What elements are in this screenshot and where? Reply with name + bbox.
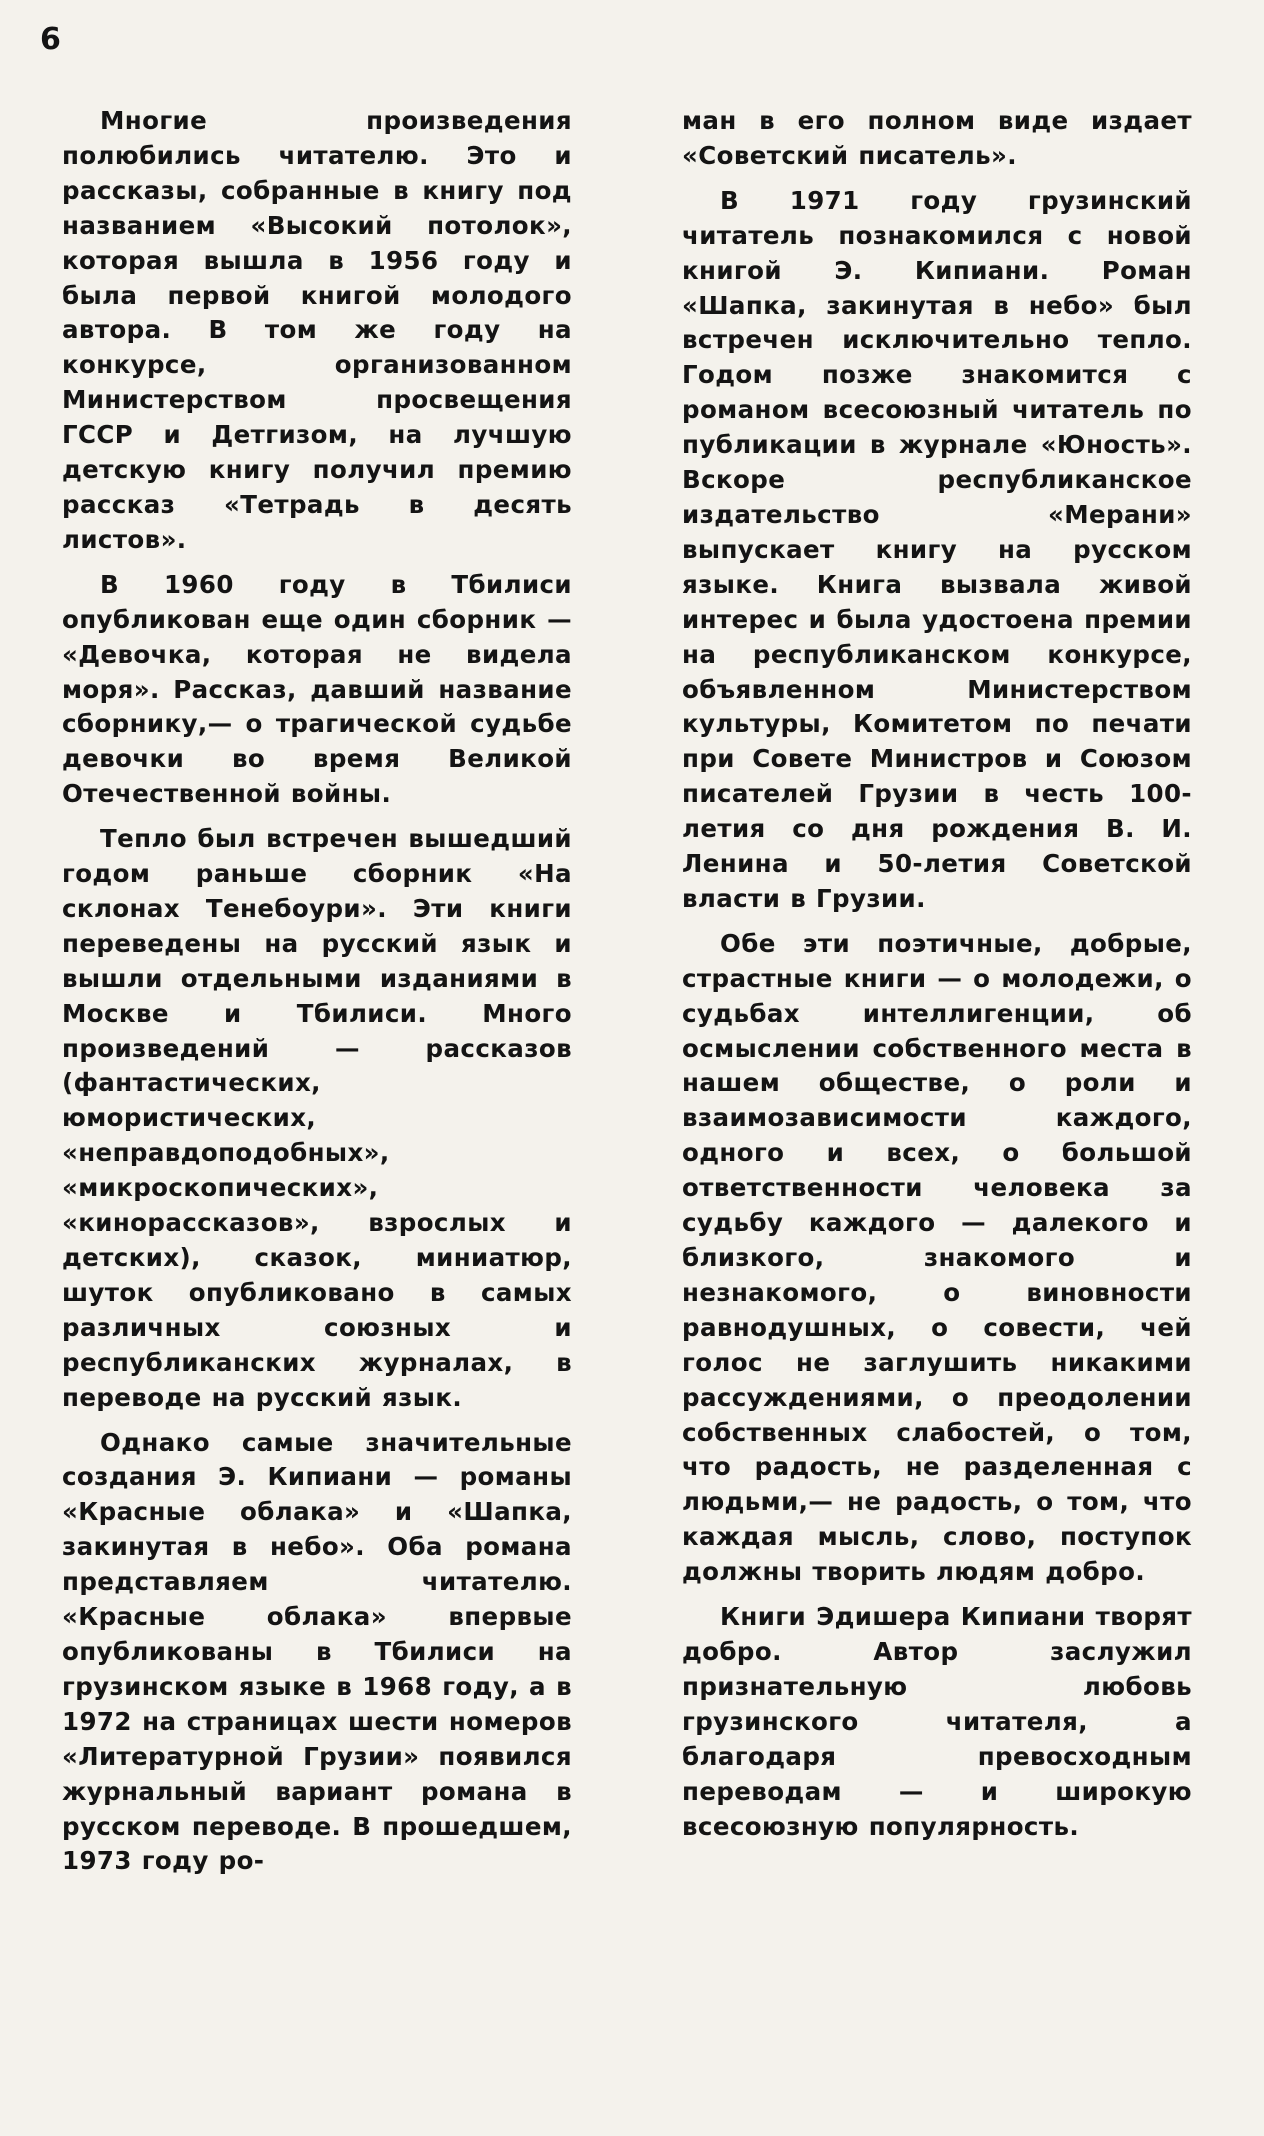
paragraph: Многие произведения полюбились читателю. Это и рассказы, собранные в книгу под названием «Высокий потолок», которая вышла в 1956 году и была первой книгой молодого автора. В том же году на конкурсе, организованном Министерством просвещения ГССР и Детгизом, на лучшую детскую книгу получил премию рассказ «Тетрадь в десять листов». xyxy=(62,106,572,554)
page-number: 6 xyxy=(40,22,61,57)
paragraph: В 1960 году в Тбилиси опубликован еще один сборник — «Девочка, которая не видела моря». Рассказ, давший название сборнику,— о трагической судьбе девочки во время Великой Отечественной войны. xyxy=(62,569,572,809)
paragraph: Тепло был встречен вышедший годом раньше сборник «На склонах Тенебоури». Эти книги переведены на русский язык и вышли отдельными изданиями в Москве и Тбилиси. Много произведений — рассказов (фантастических, юмористических, «неправдоподобных», «микроскопических», «кинорассказов», взрослых и детских), сказок, миниатюр, шуток опубликовано в самых различных союзных и республиканских журналах, в переводе на русский язык. xyxy=(62,824,572,1412)
left-text-column xyxy=(62,104,572,1889)
paragraph: Книги Эдишера Кипиани творят добро. Автор заслужил признательную любовь грузинского читателя, а благодаря превосходным переводам — и широкую всесоюзную популярность. xyxy=(682,1602,1192,1841)
paragraph: Однако самые значительные создания Э. Кипиани — романы «Красные облака» и «Шапка, закинутая в небо». Оба романа представляем читателю. «Красные облака» впервые опубликованы в Тбилиси на грузинском языке в 1968 году, а в 1972 на страницах шести номеров «Литературной Грузии» появился журнальный вариант романа в русском переводе. В прошедшем, 1973 году ро- xyxy=(62,1427,572,1876)
paragraph-continuation: ман в его полном виде издает «Советский писатель». xyxy=(682,106,1192,170)
right-text-column xyxy=(682,104,1192,1854)
paragraph: Обе эти поэтичные, добрые, страстные книги — о молодежи, о судьбах интеллигенции, об осмыслении собственного места в нашем обществе, о роли и взаимозависимости каждого, одного и всех, о большой ответственности человека за судьбу каждого — далекого и близкого, знакомого и незнакомого, о виновности равнодушных, о совести, чей голос не заглушить никакими рассуждениями, о преодолении собственных слабостей, о том, что радость, не разделенная с людьми,— не радость, о том, что каждая мысль, слово, поступок должны творить людям добро. xyxy=(682,928,1192,1587)
paragraph: В 1971 году грузинский читатель познакомился с новой книгой Э. Кипиани. Роман «Шапка, закинутая в небо» был встречен исключительно тепло. Годом позже знакомится с романом всесоюзный читатель по публикации в журнале «Юность». Вскоре республиканское издательство «Мерани» выпускает книгу на русском языке. Книга вызвала живой интерес и была удостоена премии на республиканском конкурсе, объявленном Министерством культуры, Комитетом по печати при Совете Министров и Союзом писателей Грузии в честь 100-летия со дня рождения В. И. Ленина и 50-летия Советской власти в Грузии. xyxy=(682,185,1192,913)
